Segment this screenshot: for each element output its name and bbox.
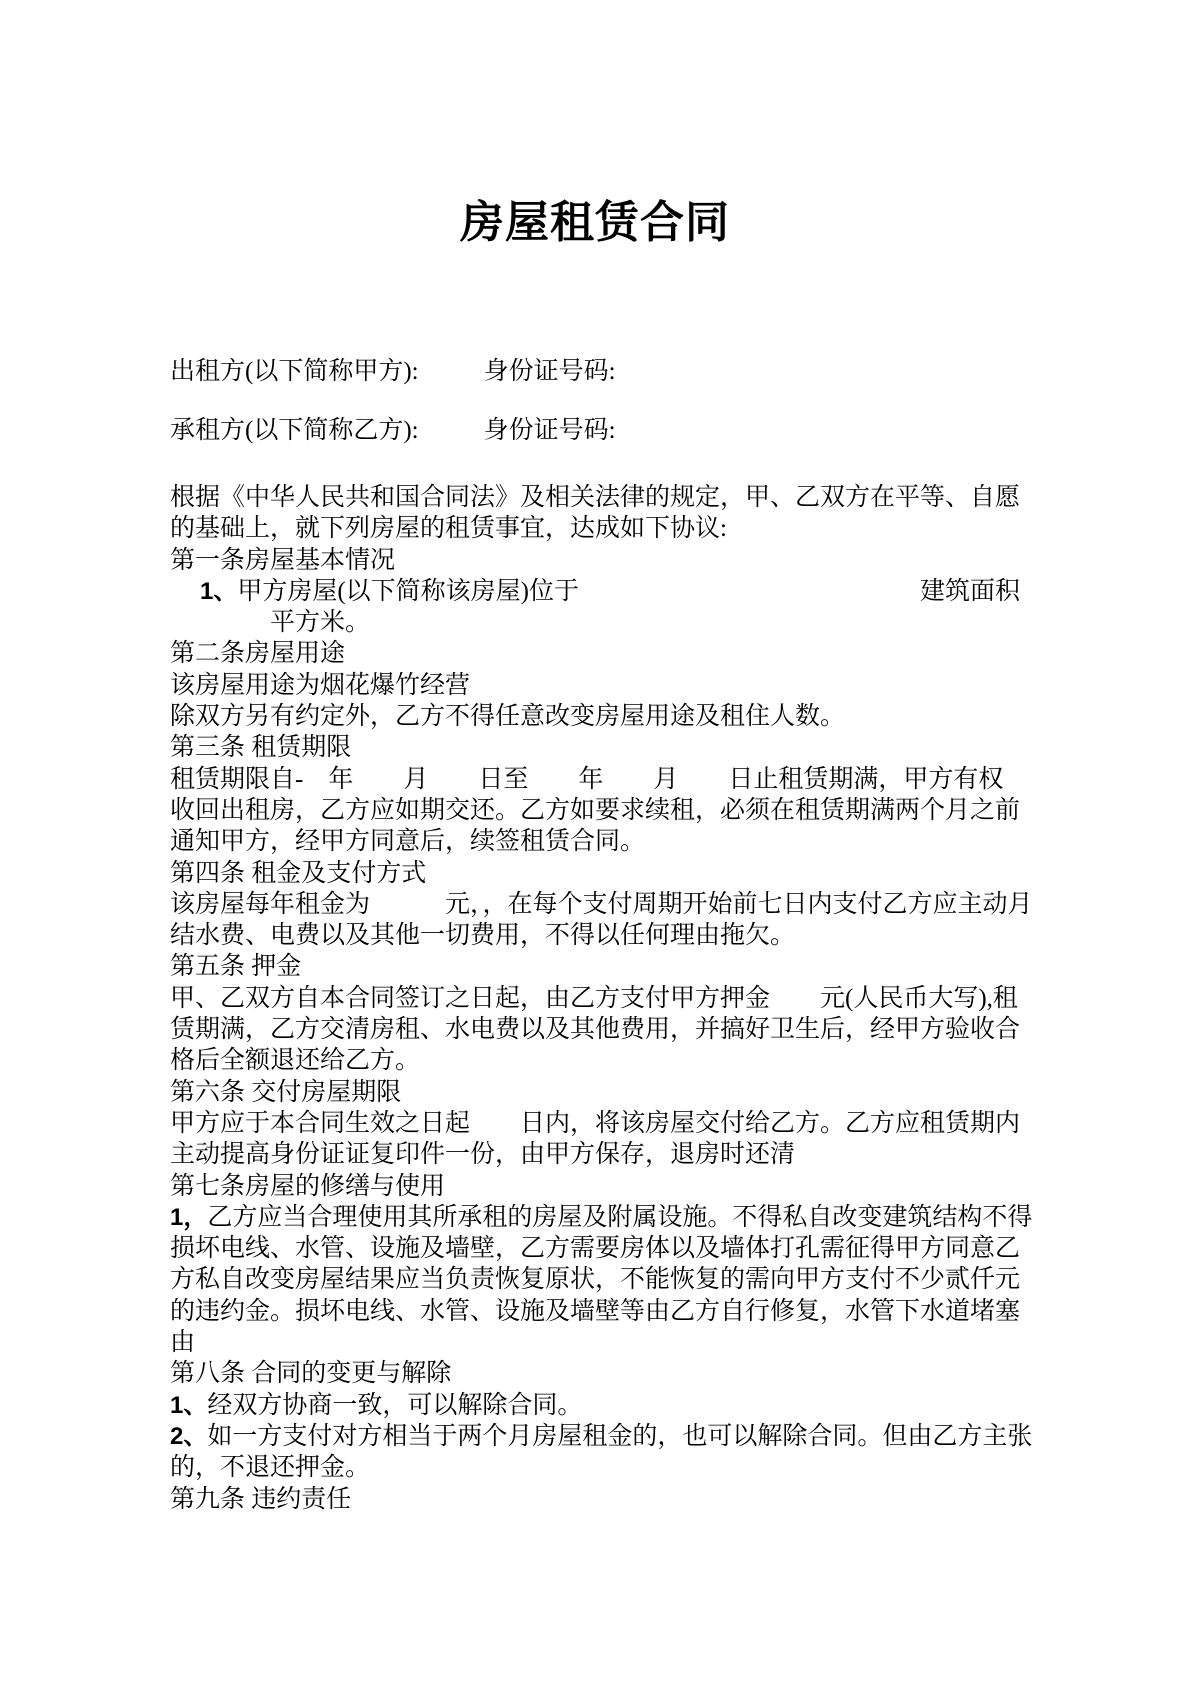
line-text: 的基础上，就下列房屋的租赁事宜，达成如下协议: — [170, 515, 727, 543]
contract-line — [170, 795, 1020, 826]
line-text: 甲方应于本合同生效之日起 日内，将该房屋交付给乙方。乙方应租赁期内 — [170, 1109, 1021, 1137]
contract-line — [170, 1327, 1020, 1358]
contract-line — [170, 889, 1033, 920]
line-text: 第二条房屋用途 — [170, 640, 346, 668]
contract-line — [170, 1077, 1020, 1108]
line-text: 根据《中华人民共和国合同法》及相关法律的规定，甲、乙双方在平等、自愿 — [170, 484, 1021, 511]
line-text: 第五条 押金 — [170, 953, 302, 981]
lessor-label: 出租方(以下简称甲方): — [170, 358, 419, 385]
line-text: 赁期满，乙方交清房租、水电费以及其他费用，并搞好卫生后，经甲方验收合 — [170, 1016, 1021, 1044]
contract-line — [170, 1014, 1020, 1045]
contract-line — [170, 920, 1020, 951]
lessee-label: 承租方(以下简称乙方): — [170, 417, 419, 444]
contract-line — [170, 1045, 1020, 1076]
contract-line — [170, 576, 1020, 607]
contract-line — [170, 701, 1020, 732]
line-text: 通知甲方，经甲方同意后，续签租赁合同。 — [170, 828, 646, 856]
line-text: 平方米。 — [270, 609, 371, 637]
line-text: 该房屋每年租金为 元，，在每个支付周期开始前七日内支付乙方应主动月 — [170, 890, 1033, 918]
line-text: 第四条 租金及支付方式 — [170, 859, 427, 887]
list-number: 1、 — [200, 577, 238, 605]
contract-line — [170, 638, 1020, 669]
line-text: 甲方房屋(以下简称该房屋)位于 — [237, 577, 580, 605]
contract-line — [170, 764, 1020, 795]
line-text: 甲、乙双方自本合同签订之日起，由乙方支付甲方押金 元(人民币大写),租 — [170, 984, 1018, 1012]
line-text: 格后全额退还给乙方。 — [170, 1047, 421, 1075]
lessee-id-label: 身份证号码: — [483, 417, 616, 444]
contract-line — [170, 513, 1020, 544]
contract-line — [170, 1421, 1033, 1452]
line-right-text: 建筑面积 — [919, 577, 1020, 605]
line-text: 乙方应当合理使用其所承租的房屋及附属设施。不得私自改变建筑结构不得 — [207, 1203, 1033, 1231]
contract-line — [170, 1264, 1020, 1295]
contract-body — [170, 482, 1033, 1515]
party-row-lessee — [170, 414, 1020, 447]
contract-line — [170, 1139, 1020, 1170]
line-text: 第七条房屋的修缮与使用 — [170, 1172, 446, 1200]
contract-content — [170, 355, 1033, 1515]
contract-line — [170, 1171, 1020, 1202]
line-text: 方私自改变房屋结果应当负责恢复原状，不能恢复的需向甲方支付不少贰仟元 — [170, 1266, 1021, 1294]
contract-line — [170, 482, 1020, 513]
contract-line — [170, 1452, 1020, 1483]
line-text: 收回出租房，乙方应如期交还。乙方如要求续租，必须在租赁期满两个月之前 — [170, 796, 1021, 824]
line-text: 租赁期限自- 年 月 日至 年 月 日止租赁期满，甲方有权 — [170, 765, 1004, 793]
contract-line — [170, 670, 1020, 701]
line-text: 由 — [170, 1329, 196, 1357]
contract-line — [170, 858, 1020, 889]
line-text: 第六条 交付房屋期限 — [170, 1078, 402, 1106]
contract-line — [170, 1484, 1020, 1515]
line-text: 结水费、电费以及其他一切费用，不得以任何理由拖欠。 — [170, 922, 796, 950]
contract-line — [170, 732, 1020, 763]
contract-line — [170, 951, 1020, 982]
contract-line — [170, 607, 1020, 638]
line-text: 第三条 租赁期限 — [170, 734, 352, 762]
page-title: 房屋租赁合同 — [460, 198, 730, 247]
contract-line — [170, 1296, 1020, 1327]
list-number: 1， — [170, 1203, 208, 1231]
list-number: 1、 — [170, 1391, 208, 1419]
contract-line — [170, 1202, 1033, 1233]
contract-line — [170, 983, 1020, 1014]
line-text: 如一方支付对方相当于两个月房屋租金的，也可以解除合同。但由乙方主张 — [207, 1422, 1033, 1450]
line-text: 该房屋用途为烟花爆竹经营 — [170, 671, 471, 699]
contract-line — [170, 1390, 1020, 1421]
party-row-lessor — [170, 355, 1020, 388]
contract-line — [170, 1108, 1020, 1139]
line-text: 第一条房屋基本情况 — [170, 546, 396, 574]
contract-line — [170, 826, 1020, 857]
line-text: 的，不退还押金。 — [170, 1454, 371, 1482]
line-text: 第九条 违约责任 — [170, 1485, 352, 1513]
lessor-id-label: 身份证号码: — [483, 358, 616, 385]
line-text: 经双方协商一致，可以解除合同。 — [207, 1391, 583, 1419]
line-text: 的违约金。损坏电线、水管、设施及墙壁等由乙方自行修复，水管下水道堵塞 — [170, 1297, 1021, 1325]
contract-line — [170, 1358, 1020, 1389]
contract-line — [170, 1233, 1020, 1264]
contract-line — [170, 545, 1020, 576]
line-text: 除双方另有约定外，乙方不得任意改变房屋用途及租住人数。 — [170, 703, 846, 731]
line-text: 主动提高身份证证复印件一份，由甲方保存，退房时还清 — [170, 1141, 796, 1169]
list-number: 2、 — [170, 1422, 208, 1450]
line-text: 第八条 合同的变更与解除 — [170, 1360, 452, 1388]
line-text: 损坏电线、水管、设施及墙壁，乙方需要房体以及墙体打孔需征得甲方同意乙 — [170, 1235, 1021, 1263]
